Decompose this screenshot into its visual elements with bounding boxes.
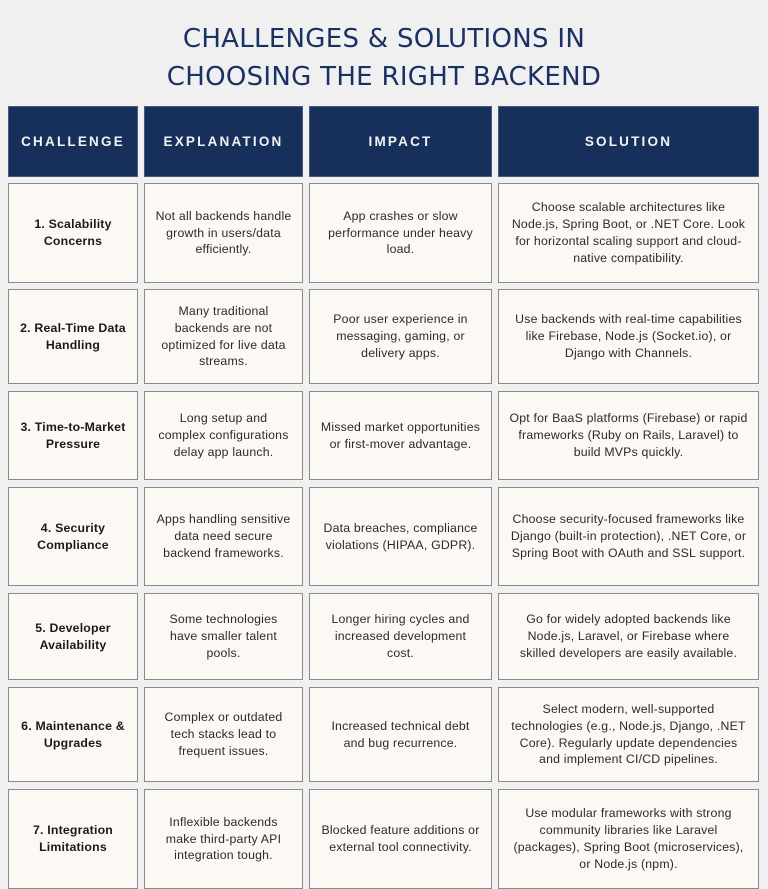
cell-impact: Longer hiring cycles and increased development cost. (309, 593, 492, 680)
cell-challenge: 7. Integration Limitations (8, 789, 138, 889)
cell-impact: Data breaches, compliance violations (HIPAA, GDPR). (309, 487, 492, 586)
cell-impact: Blocked feature additions or external tool connectivity. (309, 789, 492, 889)
cell-impact: Poor user experience in messaging, gaming, or delivery apps. (309, 289, 492, 384)
cell-solution: Choose security-focused frameworks like Django (built-in protection), .NET Core, or Spring Boot with OAuth and SSL support. (498, 487, 759, 586)
cell-explanation: Complex or outdated tech stacks lead to frequent issues. (144, 687, 303, 782)
title-line-1: CHALLENGES & SOLUTIONS IN (182, 24, 586, 54)
cell-challenge: 2. Real-Time Data Handling (8, 289, 138, 384)
cell-solution: Go for widely adopted backends like Node.js, Laravel, or Firebase where skilled developers are easily available. (498, 593, 759, 680)
title-line-2: CHOOSING THE RIGHT BACKEND (166, 62, 602, 92)
cell-explanation: Long setup and complex configurations delay app launch. (144, 391, 303, 480)
cell-solution: Opt for BaaS platforms (Firebase) or rapid frameworks (Ruby on Rails, Laravel) to build MVPs quickly. (498, 391, 759, 480)
cell-challenge: 4. Security Compliance (8, 487, 138, 586)
header-solution: SOLUTION (498, 106, 759, 177)
cell-impact: Missed market opportunities or first-mover advantage. (309, 391, 492, 480)
header-impact: IMPACT (309, 106, 492, 177)
header-explanation: EXPLANATION (144, 106, 303, 177)
cell-challenge: 3. Time-to-Market Pressure (8, 391, 138, 480)
cell-solution: Use modular frameworks with strong community libraries like Laravel (packages), Spring Boot (microservices), or Node.js (npm). (498, 789, 759, 889)
cell-solution: Use backends with real-time capabilities like Firebase, Node.js (Socket.io), or Django with Channels. (498, 289, 759, 384)
cell-solution: Choose scalable architectures like Node.js, Spring Boot, or .NET Core. Look for horizontal scaling support and cloud-native compatibility. (498, 183, 759, 283)
cell-solution: Select modern, well-supported technologies (e.g., Node.js, Django, .NET Core). Regularly update dependencies and implement CI/CD pipelines. (498, 687, 759, 782)
cell-explanation: Not all backends handle growth in users/data efficiently. (144, 183, 303, 283)
cell-challenge: 1. Scalability Concerns (8, 183, 138, 283)
cell-explanation: Apps handling sensitive data need secure backend frameworks. (144, 487, 303, 586)
page-title (0, 20, 768, 96)
cell-impact: App crashes or slow performance under heavy load. (309, 183, 492, 283)
header-challenge: CHALLENGE (8, 106, 138, 177)
cell-challenge: 6. Maintenance & Upgrades (8, 687, 138, 782)
cell-explanation: Inflexible backends make third-party API integration tough. (144, 789, 303, 889)
cell-challenge: 5. Developer Availability (8, 593, 138, 680)
cell-explanation: Some technologies have smaller talent pools. (144, 593, 303, 680)
cell-impact: Increased technical debt and bug recurrence. (309, 687, 492, 782)
cell-explanation: Many traditional backends are not optimized for live data streams. (144, 289, 303, 384)
